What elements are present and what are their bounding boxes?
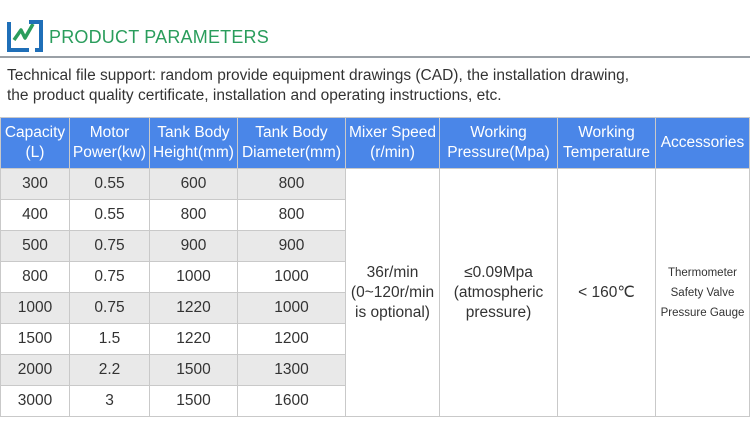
capacity-cell: 400 [1,200,70,231]
column-header-working-pressure: Working Pressure(Mpa) [440,118,558,169]
parameters-table [0,117,750,417]
motor-power-cell: 0.75 [70,231,150,262]
capacity-cell: 2000 [1,355,70,386]
capacity-cell: 300 [1,169,70,200]
motor-power-cell: 0.75 [70,262,150,293]
tank-height-cell: 900 [150,231,238,262]
header-divider [0,56,750,58]
tank-diameter-cell: 1600 [238,386,346,417]
capacity-cell: 800 [1,262,70,293]
page-title: PRODUCT PARAMETERS [49,27,269,47]
tank-diameter-cell: 1200 [238,324,346,355]
note-line-2: the product quality certificate, installation and operating instructions, etc. [7,87,502,104]
tank-height-cell: 800 [150,200,238,231]
motor-power-cell: 0.55 [70,169,150,200]
working-temperature-cell: < 160℃ [558,169,656,417]
tank-height-cell: 1220 [150,324,238,355]
column-header-working-temperature: Working Temperature [558,118,656,169]
tank-height-cell: 1220 [150,293,238,324]
tank-height-cell: 600 [150,169,238,200]
column-header-capacity: Capacity (L) [1,118,70,169]
tank-diameter-cell: 1000 [238,293,346,324]
tank-height-cell: 1500 [150,355,238,386]
brand-logo-icon [7,18,43,54]
motor-power-cell: 0.75 [70,293,150,324]
tank-height-cell: 1500 [150,386,238,417]
column-header-accessories: Accessories [656,118,750,169]
capacity-cell: 3000 [1,386,70,417]
tank-diameter-cell: 900 [238,231,346,262]
motor-power-cell: 0.55 [70,200,150,231]
capacity-cell: 1500 [1,324,70,355]
tank-diameter-cell: 1300 [238,355,346,386]
column-header-tank-height: Tank Body Height(mm) [150,118,238,169]
accessories-cell: Thermometer Safety Valve Pressure Gauge [656,169,750,417]
tank-diameter-cell: 800 [238,200,346,231]
motor-power-cell: 3 [70,386,150,417]
tank-height-cell: 1000 [150,262,238,293]
tank-diameter-cell: 800 [238,169,346,200]
working-pressure-cell: ≤0.09Mpa (atmospheric pressure) [440,169,558,417]
mixer-speed-cell: 36r/min (0~120r/min is optional) [346,169,440,417]
column-header-tank-diameter: Tank Body Diameter(mm) [238,118,346,169]
motor-power-cell: 2.2 [70,355,150,386]
column-header-motor-power: Motor Power(kw) [70,118,150,169]
motor-power-cell: 1.5 [70,324,150,355]
note-line-1: Technical file support: random provide equipment drawings (CAD), the installation drawing, [7,67,630,84]
page-header [0,0,750,58]
table-row [1,169,750,200]
capacity-cell: 1000 [1,293,70,324]
tank-diameter-cell: 1000 [238,262,346,293]
capacity-cell: 500 [1,231,70,262]
column-header-mixer-speed: Mixer Speed (r/min) [346,118,440,169]
technical-note [7,66,747,106]
table-header-row [1,118,750,169]
